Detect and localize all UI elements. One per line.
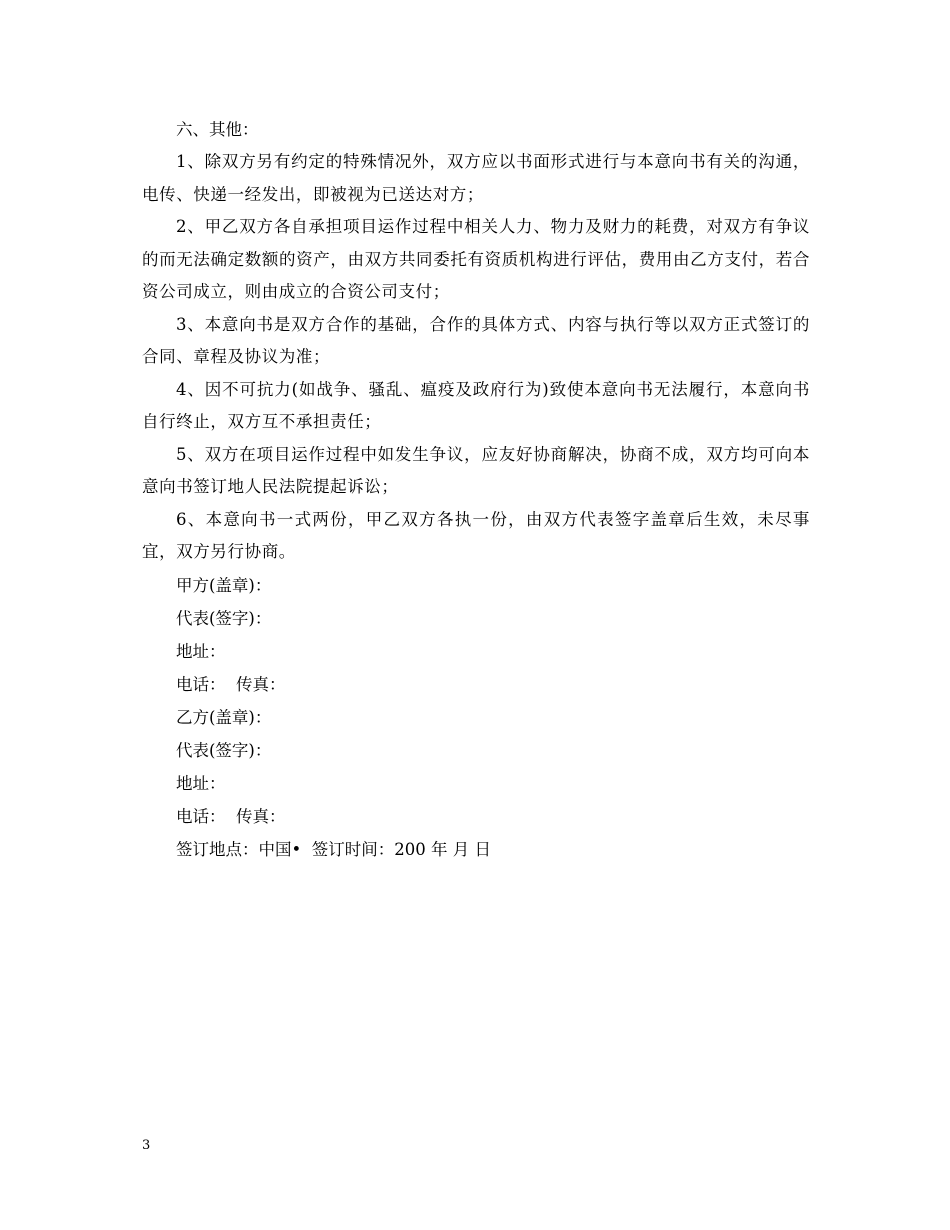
section-heading: 六、其他： bbox=[176, 120, 259, 139]
clause-4: 4、因不可抗力(如战争、骚乱、瘟疫及政府行为)致使本意向书无法履行，本意向书自行终止，双方互不承担责任； bbox=[142, 379, 810, 431]
clause-5: 5、双方在项目运作过程中如发生争议，应友好协商解决，协商不成，双方均可向本意向书签订地人民法院提起诉讼； bbox=[142, 444, 810, 496]
clause-2: 2、甲乙双方各自承担项目运作过程中相关人力、物力及财力的耗费，对双方有争议的而无法确定数额的资产，由双方共同委托有资质机构进行评估，费用由乙方支付，若合资公司成立，则由成立的合资公司支付； bbox=[142, 217, 810, 301]
party-b-phone-fax-line: 电话： 传真： bbox=[176, 806, 286, 826]
party-a-address-line: 地址： bbox=[176, 641, 226, 661]
party-a-phone-fax-line: 电话： 传真： bbox=[176, 674, 286, 694]
party-b-address-line: 地址： bbox=[176, 773, 226, 793]
party-a-seal-line: 甲方(盖章)： bbox=[176, 575, 272, 595]
page-number: 3 bbox=[142, 1138, 151, 1153]
clause-1: 1、除双方另有约定的特殊情况外，双方应以书面形式进行与本意向书有关的沟通，电传、快递一经发出，即被视为已送达对方； bbox=[142, 152, 810, 204]
party-b-seal-line: 乙方(盖章)： bbox=[176, 707, 272, 727]
party-b-representative-line: 代表(签字)： bbox=[176, 740, 272, 760]
clause-3: 3、本意向书是双方合作的基础，合作的具体方式、内容与执行等以双方正式签订的合同、章程及协议为准； bbox=[142, 314, 810, 366]
signature-block bbox=[142, 569, 810, 866]
clause-6: 6、本意向书一式两份，甲乙双方各执一份，由双方代表签字盖章后生效，未尽事宜，双方另行协商。 bbox=[142, 509, 810, 561]
document-body bbox=[142, 114, 810, 866]
party-a-representative-line: 代表(签字)： bbox=[176, 608, 272, 628]
signing-place-time-line: 签订地点：中国• 签订时间：200 年 月 日 bbox=[176, 839, 491, 859]
